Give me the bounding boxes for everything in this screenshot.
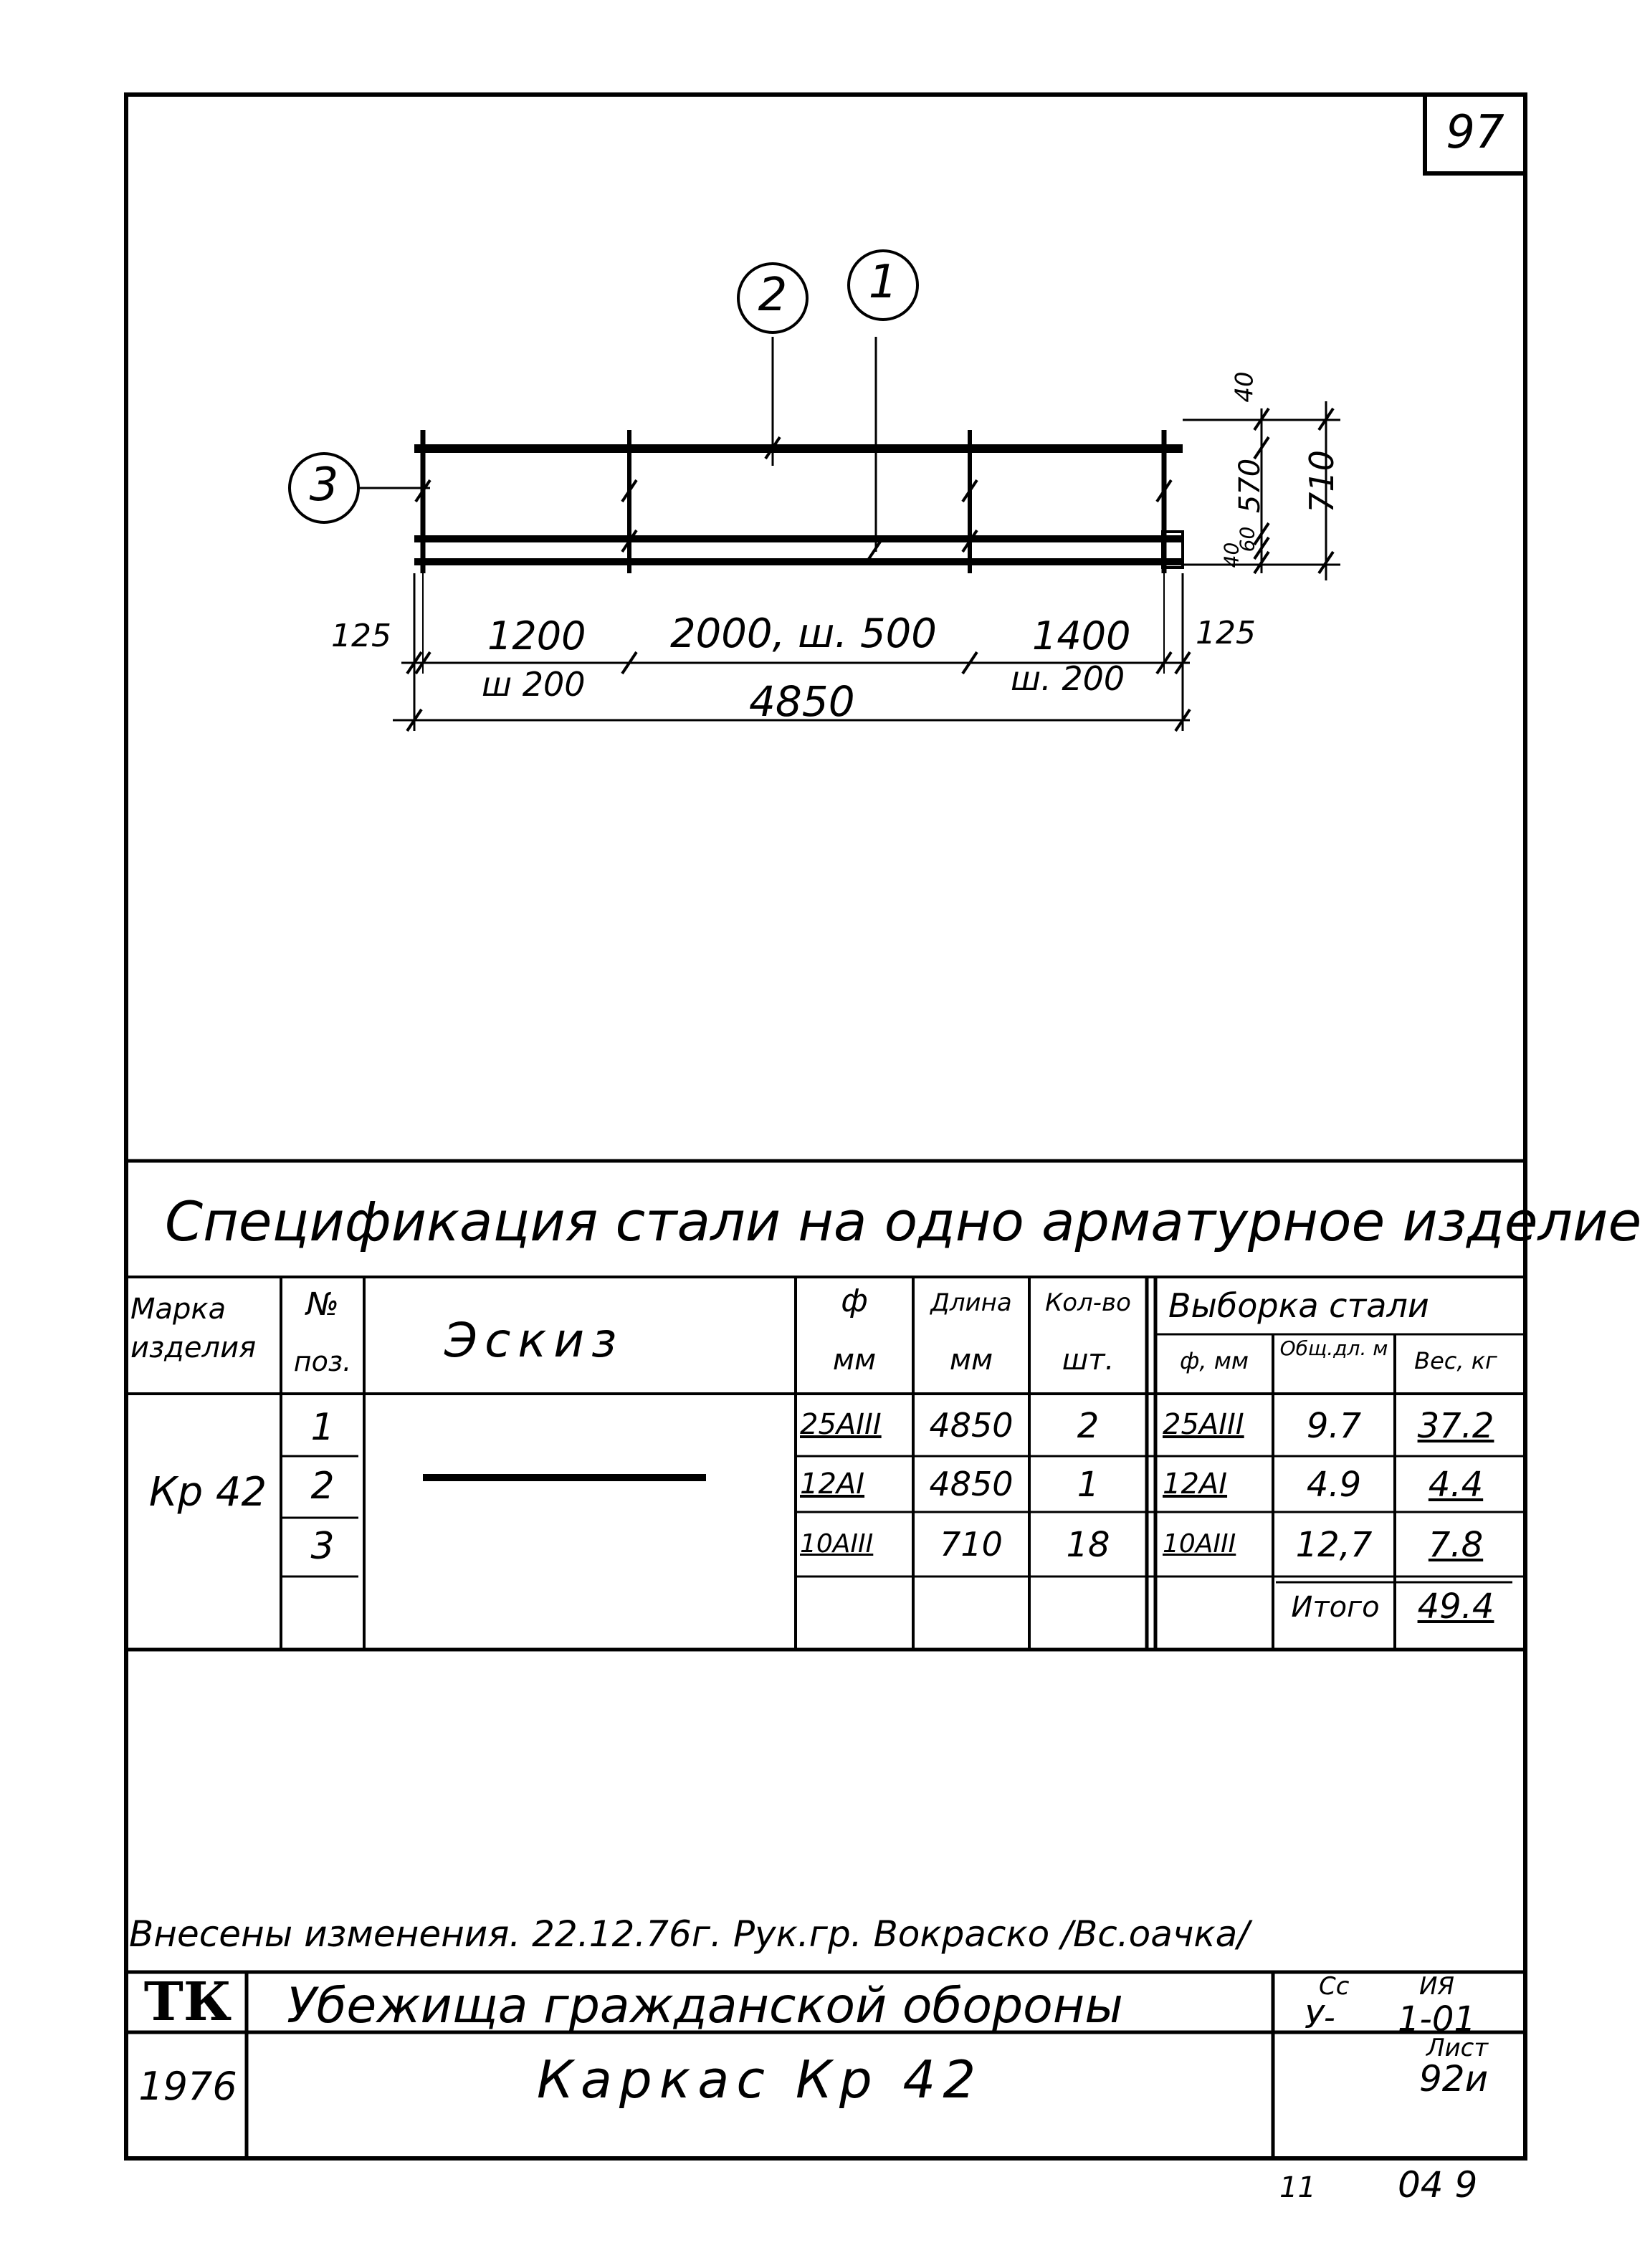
dim-total-length: 4850 — [749, 677, 855, 726]
header-length-unit: мм — [949, 1344, 993, 1377]
sheet-label: Лист — [1426, 2034, 1489, 2062]
header-length: Длина — [930, 1288, 1012, 1317]
row3-diam: 10АIII — [800, 1529, 874, 1559]
cage-drawing — [290, 251, 1340, 731]
callout-label-2: 2 — [758, 269, 788, 322]
header-sketch: Эскиз — [444, 1313, 624, 1368]
code-label: ИЯ — [1419, 1972, 1455, 2001]
row3-sel-diam: 10АIII — [1163, 1529, 1236, 1559]
dim-seg3: 1400 — [1032, 613, 1131, 659]
header-pos: поз. — [293, 1346, 352, 1377]
series-label: Сс — [1319, 1972, 1350, 2001]
page-number: 97 — [1446, 106, 1504, 159]
total-label: Итого — [1291, 1591, 1380, 1624]
row1-sel-diam: 25АIII — [1163, 1408, 1244, 1441]
dim-seg1: 1200 — [487, 613, 586, 659]
code-value: 1-01 — [1398, 1999, 1476, 2039]
row3-length: 710 — [940, 1525, 1003, 1564]
header-selection: Выборка стали — [1168, 1286, 1429, 1325]
row3-weight: 7.8 — [1428, 1525, 1484, 1565]
header-diam: ф — [841, 1283, 868, 1319]
dim-seg1-step: ш 200 — [482, 665, 586, 704]
series-value: У- — [1305, 1999, 1335, 2036]
callout-label-3: 3 — [309, 459, 339, 512]
row1-diam: 25АIII — [800, 1408, 882, 1441]
callout-label-1: 1 — [868, 256, 898, 309]
dim-right-top-gap: 40 — [1230, 371, 1259, 403]
dim-right-gap2: 40 — [1219, 542, 1244, 568]
sheet-frame — [126, 95, 1642, 2158]
header-sel-len: Общ.дл. м — [1279, 1336, 1388, 1360]
dim-right-end: 125 — [1196, 615, 1256, 651]
drawing-title: Каркас Кр 42 — [536, 2049, 983, 2110]
bottom-left-mark: 11 — [1279, 2171, 1316, 2204]
row1-sel-len: 9.7 — [1306, 1406, 1362, 1446]
header-pos-no: № — [306, 1286, 339, 1323]
row1-qty: 2 — [1077, 1406, 1100, 1446]
header-diam-unit: мм — [832, 1344, 877, 1377]
row2-weight: 4.4 — [1428, 1465, 1484, 1505]
dim-right-total: 710 — [1302, 450, 1341, 513]
row2-sel-diam: 12АI — [1163, 1468, 1228, 1501]
revision-note: Внесены изменения. 22.12.76г. Рук.гр. Вокраско /Вс.оачка/ — [129, 1913, 1250, 1955]
row1-length: 4850 — [929, 1406, 1014, 1445]
sheet-value: 92и — [1419, 2058, 1489, 2100]
header-qty: Кол-во — [1045, 1288, 1131, 1317]
logo-tk: ТК — [143, 1971, 232, 2033]
row2-pos: 2 — [310, 1465, 335, 1508]
row1-pos: 1 — [310, 1406, 335, 1449]
project-title: Убежища гражданской обороны — [287, 1978, 1123, 2034]
row1-weight: 37.2 — [1417, 1406, 1494, 1446]
dim-seg2: 2000, ш. 500 — [670, 611, 937, 657]
row3-qty: 18 — [1066, 1525, 1110, 1565]
row3-pos: 3 — [310, 1525, 335, 1568]
header-sel-diam: ф, мм — [1180, 1347, 1249, 1374]
row2-qty: 1 — [1077, 1465, 1100, 1505]
row2-diam: 12АI — [800, 1468, 865, 1501]
spec-title: Спецификация стали на одно арматурное изделие — [165, 1190, 1642, 1253]
dim-seg3-step: ш. 200 — [1011, 659, 1125, 698]
mark-value: Кр 42 — [148, 1469, 267, 1516]
header-sel-weight: Вес, кг — [1414, 1347, 1497, 1374]
year: 1976 — [138, 2064, 237, 2109]
row3-sel-len: 12,7 — [1295, 1525, 1373, 1565]
dim-right-gap1: 60 — [1235, 526, 1259, 552]
total-value: 49.4 — [1417, 1587, 1494, 1627]
header-qty-unit: шт. — [1062, 1344, 1115, 1377]
row2-length: 4850 — [929, 1465, 1014, 1503]
bottom-right-mark: 04 9 — [1398, 2164, 1478, 2206]
dim-left-end: 125 — [331, 618, 391, 654]
header-mark: Марка изделия — [130, 1293, 257, 1364]
row2-sel-len: 4.9 — [1306, 1465, 1362, 1505]
dim-right-spacing: 570 — [1234, 458, 1267, 514]
